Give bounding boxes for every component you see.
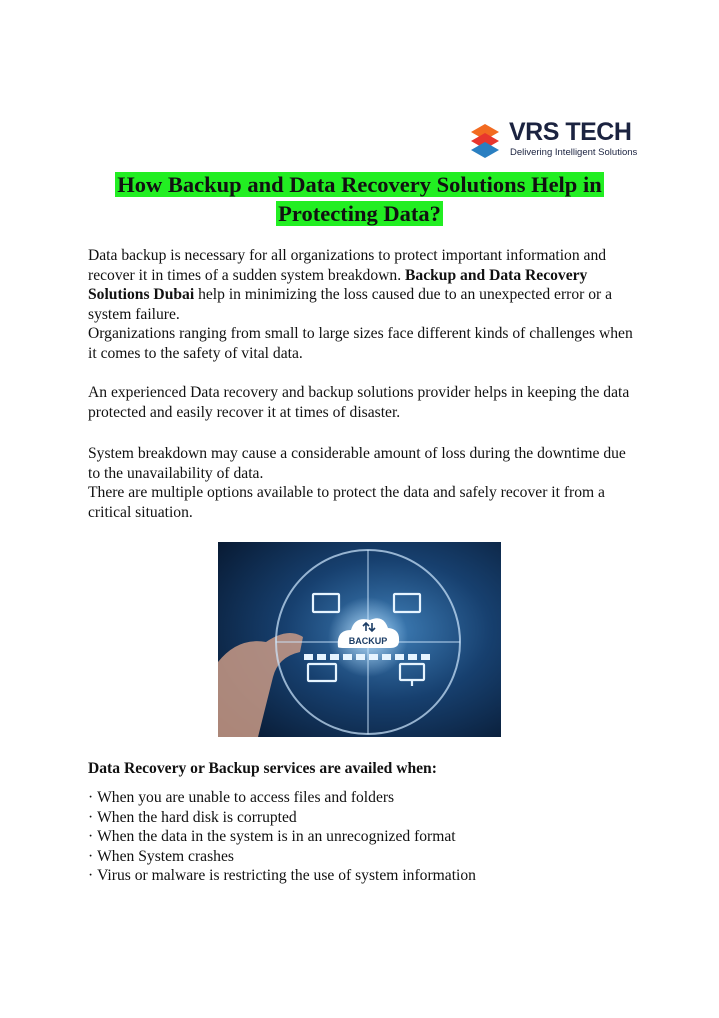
backup-illustration	[218, 542, 501, 737]
list-item: · Virus or malware is restricting the use of system information	[88, 866, 476, 886]
intro-paragraph	[88, 246, 633, 364]
company-logo	[468, 118, 638, 162]
services-heading: Data Recovery or Backup services are availed when:	[88, 760, 437, 777]
logo-name: VRS TECH	[509, 118, 632, 146]
options-text: There are multiple options available to protect the data and safely recover it from a critical situation.	[88, 484, 605, 521]
services-list	[88, 788, 476, 886]
page-title	[80, 170, 639, 228]
list-item: · When you are unable to access files and folders	[88, 788, 476, 808]
cloud-label: BACKUP	[348, 636, 388, 646]
breakdown-paragraph	[88, 444, 633, 522]
list-item: · When the hard disk is corrupted	[88, 808, 476, 828]
page-title-text: How Backup and Data Recovery Solutions Help in Protecting Data?	[117, 172, 602, 226]
intro-text-start: Data backup is necessary for all organizations to protect important information and recover it in times of a sudden system breakdown.	[88, 247, 607, 284]
logo-tagline: Delivering Intelligent Solutions	[510, 147, 638, 158]
list-item: · When System crashes	[88, 847, 476, 867]
provider-paragraph: An experienced Data recovery and backup solutions provider helps in keeping the data protected and easily recover it at times of disaster.	[88, 384, 630, 421]
intro-bold-phrase: Backup and Data Recovery Solutions Dubai	[88, 266, 588, 304]
intro-text-end: help in minimizing the loss caused due to an unexpected error or a system failure.	[88, 286, 613, 323]
intro-second-line: Organizations ranging from small to large sizes face different kinds of challenges when it comes to the safety of vital data.	[88, 325, 633, 362]
logo-mark-icon	[468, 120, 506, 162]
list-item: · When the data in the system is in an unrecognized format	[88, 827, 476, 847]
breakdown-text: System breakdown may cause a considerable amount of loss during the downtime due to the unavailability of data.	[88, 445, 626, 482]
